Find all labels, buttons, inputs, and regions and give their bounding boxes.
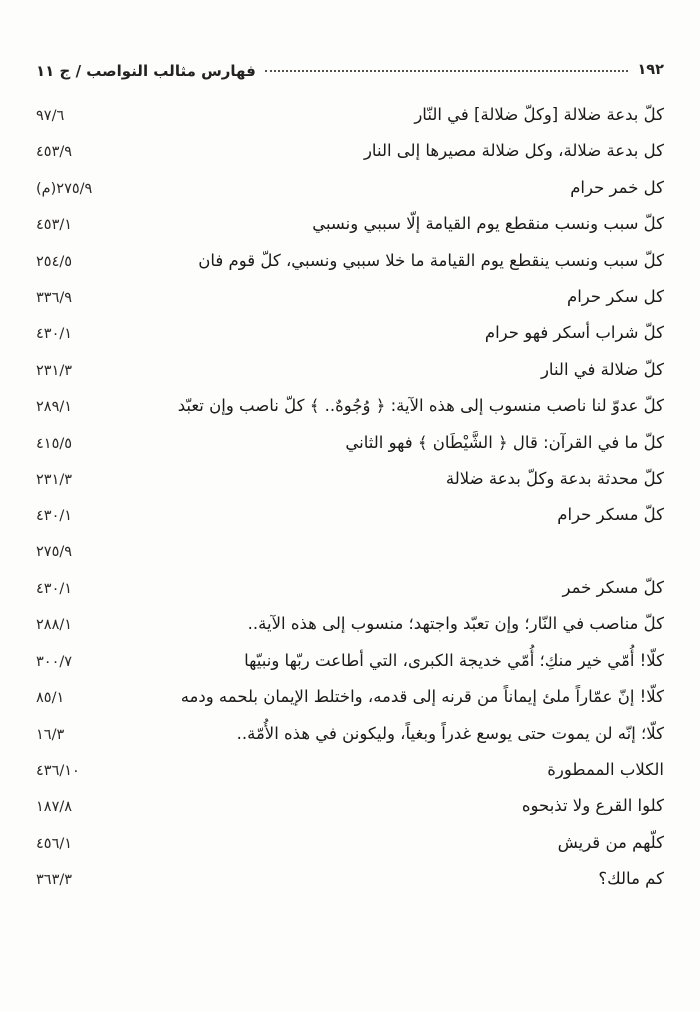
index-entry-reference: ٣٦٣/٣ [36,872,73,889]
index-entry-reference: ٤٥٣/١ [36,217,73,234]
index-entry-text: الكلاب الممطورة [547,760,664,780]
index-entry-reference: ٢٣١/٣ [36,362,73,379]
index-entry-reference: ٤٣٠/١ [36,508,73,525]
index-entry-text: كلّ شراب أسكر فهو حرام [484,323,664,343]
index-row [36,788,664,824]
index-entry-text: كلّا! إنّ عمّاراً ملئ إيماناً من قرنه إلى قدمه، واختلط الإيمان بلحمه ودمه [180,687,664,707]
index-entry-reference: ٤٣٠/١ [36,581,73,598]
index-row [36,97,664,133]
index-row [36,861,664,897]
index-entry-text: كم مالك؟ [598,869,664,889]
index-entry-text: كلّا! أُمّي خير منكِ؛ أُمّي خديجة الكبرى، التي أطاعت ربّها ونبيّها [244,650,664,670]
index-row [36,606,664,642]
page-number: ١٩٢ [637,62,664,78]
index-entry-reference: ٤٥٣/٩ [36,144,73,161]
index-entry-text: كل خمر حرام [570,177,664,197]
index-entry-reference: ٩٧/٦ [36,108,65,124]
index-row [36,133,664,169]
index-entry-text: كلّ ما في القرآن: قال ﴿ الشَّيْطَان ﴾ فهو الثاني [345,432,664,452]
index-row [36,534,664,570]
index-entry-text: كلّ محدثة بدعة وكلّ بدعة ضلالة [445,468,664,488]
index-row [36,716,664,752]
index-entry-reference: ٢٣١/٣ [36,471,73,488]
index-list [36,97,664,898]
index-entry-reference: ٢٨٩/١ [36,399,73,416]
index-row [36,315,664,351]
index-entry-reference: ٤٣٦/١٠ [36,763,80,780]
index-entry-reference: ٤١٥/٥ [36,435,73,452]
index-entry-text: كلّ مسكر حرام [557,505,664,525]
index-entry-reference: ١٨٧/٨ [36,799,73,816]
index-entry-reference: ٢٥٤/٥ [36,253,73,270]
index-row [36,243,664,279]
index-entry-reference: ١٦/٣ [36,726,65,743]
index-entry-reference: ٣٣٦/٩ [36,289,73,306]
index-entry-reference: ٤٣٠/١ [36,326,73,343]
index-row [36,279,664,315]
book-title: فهارس مثالب النواصب / ج ١١ [36,62,256,80]
index-entry-text: كلّهم من قريش [557,832,664,852]
index-row [36,643,664,679]
index-entry-reference: ٤٥٦/١ [36,835,73,852]
index-entry-text: كلّ سبب ونسب ينقطع يوم القيامة ما خلا سببي ونسبي، كلّ قوم فان [198,250,664,270]
index-entry-reference: ٢٧٥/٩(م) [36,180,93,197]
index-row [36,425,664,461]
index-entry-text: كلوا القرع ولا تذبحوه [521,796,664,816]
index-entry-text: كل سكر حرام [567,286,664,306]
index-entry-text: كلّ مسكر خمر [562,578,664,598]
index-entry-text: كل بدعة ضلالة، وكل ضلالة مصيرها إلى النار [363,141,664,161]
index-entry-text: كلّ عدوّ لنا ناصب منسوب إلى هذه الآية: ﴿ وُجُوهٌ.. ﴾ كلّ ناصب وإن تعبّد [177,396,664,416]
index-entry-text: كلّا؛ إنّه لن يموت حتى يوسع غدراً وبغياً، وليكونن في هذه الأُمّة.. [236,723,664,743]
index-row [36,570,664,606]
index-entry-reference: ٨٥/١ [36,690,65,707]
dot-leader [265,70,629,72]
index-row [36,497,664,533]
running-header [36,48,664,80]
index-row [36,752,664,788]
index-row [36,170,664,206]
index-row [36,206,664,242]
index-entry-reference: ٣٠٠/٧ [36,653,73,670]
index-row [36,352,664,388]
index-row [36,461,664,497]
index-entry-text: كلّ سبب ونسب منقطع يوم القيامة إلّا سببي ونسبي [312,214,664,234]
index-row [36,825,664,861]
index-entry-text: كلّ مناصب في النّار؛ وإن تعبّد واجتهد؛ منسوب إلى هذه الآية.. [247,614,664,634]
index-entry-reference: ٢٨٨/١ [36,617,73,634]
index-entry-reference: ٢٧٥/٩ [36,543,73,560]
index-entry-text: كلّ بدعة ضلالة [وكلّ ضلالة] في النّار [414,105,664,124]
index-row [36,388,664,424]
index-row [36,679,664,715]
index-entry-text: كلّ ضلالة في النار [540,359,664,379]
